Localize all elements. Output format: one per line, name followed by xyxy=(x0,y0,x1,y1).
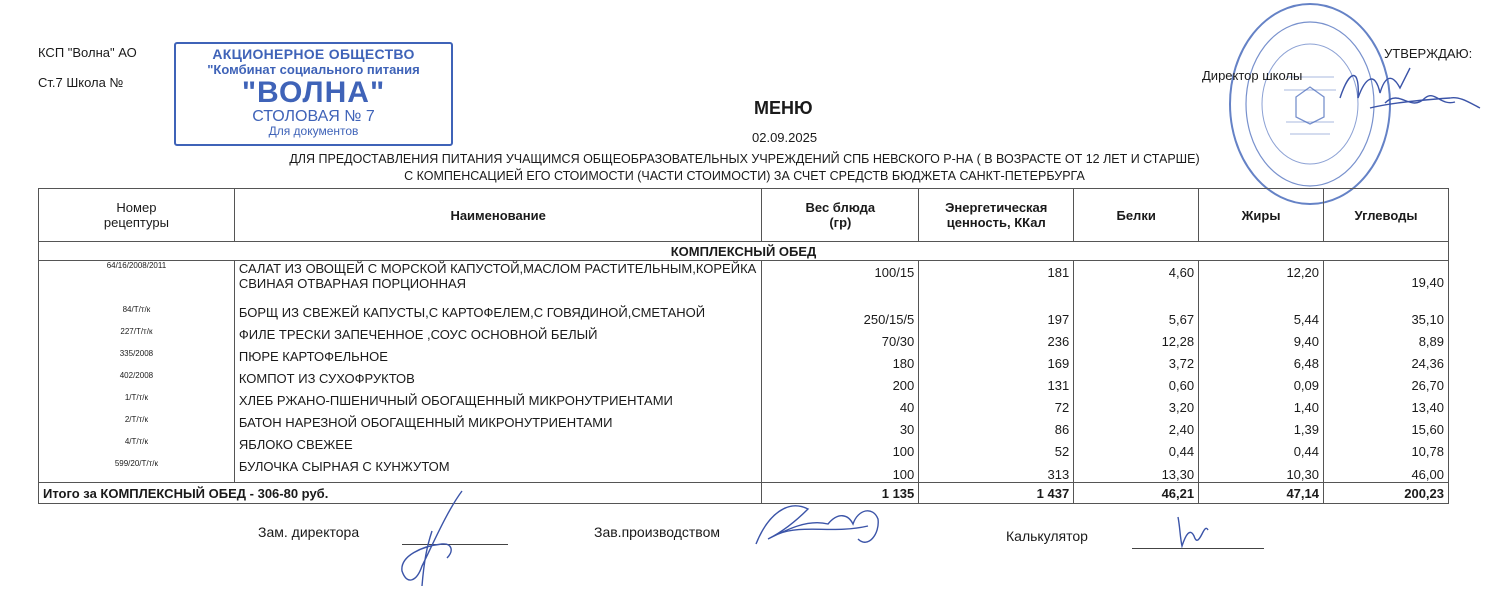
dish-weight: 250/15/5 xyxy=(762,305,919,327)
col-carbs-header: Углеводы xyxy=(1324,189,1449,242)
dish-carbs: 26,70 xyxy=(1324,371,1449,393)
recipe-number: 1/Т/т/к xyxy=(39,393,235,415)
dish-protein: 12,28 xyxy=(1074,327,1199,349)
total-label: Итого за КОМПЛЕКСНЫЙ ОБЕД - 306-80 руб. xyxy=(39,483,762,504)
dish-weight: 100 xyxy=(762,437,919,459)
dish-weight: 30 xyxy=(762,415,919,437)
dish-protein: 0,60 xyxy=(1074,371,1199,393)
dish-carbs: 24,36 xyxy=(1324,349,1449,371)
subtitle-line-1: ДЛЯ ПРЕДОСТАВЛЕНИЯ ПИТАНИЯ УЧАЩИМСЯ ОБЩЕОБРАЗОВАТЕЛЬНЫХ УЧРЕЖДЕНИЙ СПБ НЕВСКОГО Р-НА ( В ВОЗРАСТЕ ОТ 12 ЛЕТ И СТАРШЕ) xyxy=(289,152,1200,166)
dish-fat: 1,40 xyxy=(1199,393,1324,415)
dish-carbs: 8,89 xyxy=(1324,327,1449,349)
deputy-signature-icon xyxy=(392,486,482,596)
calculator-label: Калькулятор xyxy=(1006,528,1088,544)
col-recipe-header-line1: Номер xyxy=(116,200,157,215)
table-row xyxy=(39,459,1449,483)
col-recipe-header-line2: рецептуры xyxy=(103,215,169,230)
recipe-number: 402/2008 xyxy=(39,371,235,393)
total-carbs: 200,23 xyxy=(1324,483,1449,504)
dish-energy: 52 xyxy=(919,437,1074,459)
director-label: Директор школы xyxy=(1202,68,1303,83)
dish-protein: 5,67 xyxy=(1074,305,1199,327)
dish-fat: 12,20 xyxy=(1199,261,1324,305)
dish-name: КОМПОТ ИЗ СУХОФРУКТОВ xyxy=(234,371,762,393)
dish-fat: 5,44 xyxy=(1199,305,1324,327)
col-energy-header-line1: Энергетическая xyxy=(945,200,1048,215)
stamp-line-5: Для документов xyxy=(268,124,359,138)
dish-protein: 0,44 xyxy=(1074,437,1199,459)
table-row xyxy=(39,415,1449,437)
dish-name: ХЛЕБ РЖАНО-ПШЕНИЧНЫЙ ОБОГАЩЕННЫЙ МИКРОНУТРИЕНТАМИ xyxy=(234,393,762,415)
table-row xyxy=(39,393,1449,415)
dish-weight: 40 xyxy=(762,393,919,415)
dish-name: ЯБЛОКО СВЕЖЕЕ xyxy=(234,437,762,459)
total-weight: 1 135 xyxy=(762,483,919,504)
col-name-header: Наименование xyxy=(234,189,762,242)
total-fat: 47,14 xyxy=(1199,483,1324,504)
col-weight-header xyxy=(762,189,919,242)
dish-fat: 6,48 xyxy=(1199,349,1324,371)
dish-name: САЛАТ ИЗ ОВОЩЕЙ С МОРСКОЙ КАПУСТОЙ,МАСЛОМ РАСТИТЕЛЬНЫМ,КОРЕЙКА СВИНАЯ ОТВАРНАЯ ПОРЦИОННАЯ xyxy=(234,261,762,305)
approve-label: УТВЕРЖДАЮ: xyxy=(1384,46,1473,61)
dish-energy: 181 xyxy=(919,261,1074,305)
col-energy-header xyxy=(919,189,1074,242)
dish-weight: 200 xyxy=(762,371,919,393)
company-stamp xyxy=(174,42,453,146)
dish-fat: 9,40 xyxy=(1199,327,1324,349)
dish-energy: 313 xyxy=(919,459,1074,483)
menu-date: 02.09.2025 xyxy=(752,130,818,145)
stamp-line-4: СТОЛОВАЯ № 7 xyxy=(252,108,375,125)
recipe-number: 64/16/2008/2011 xyxy=(39,261,235,305)
dish-protein: 3,20 xyxy=(1074,393,1199,415)
stamp-line-3: "ВОЛНА" xyxy=(241,76,386,109)
dish-carbs: 15,60 xyxy=(1324,415,1449,437)
table-row xyxy=(39,371,1449,393)
dish-energy: 72 xyxy=(919,393,1074,415)
total-protein: 46,21 xyxy=(1074,483,1199,504)
page-title: МЕНЮ xyxy=(754,98,813,118)
subtitle-line-2: С КОМПЕНСАЦИЕЙ ЕГО СТОИМОСТИ (ЧАСТИ СТОИМОСТИ) ЗА СЧЕТ СРЕДСТВ БЮДЖЕТА САНКТ-ПЕТЕРБУРГА xyxy=(404,169,1085,183)
col-energy-header-line2: ценность, ККал xyxy=(946,215,1046,230)
col-weight-header-line1: Вес блюда xyxy=(805,200,876,215)
dish-carbs: 10,78 xyxy=(1324,437,1449,459)
recipe-number: 4/Т/т/к xyxy=(39,437,235,459)
dish-energy: 131 xyxy=(919,371,1074,393)
col-recipe-header xyxy=(39,189,235,242)
dish-energy: 86 xyxy=(919,415,1074,437)
dish-name: БУЛОЧКА СЫРНАЯ С КУНЖУТОМ xyxy=(234,459,762,483)
dish-carbs: 46,00 xyxy=(1324,459,1449,483)
total-row xyxy=(39,483,1449,504)
table-row xyxy=(39,327,1449,349)
table-header-row xyxy=(39,189,1449,242)
dish-energy: 197 xyxy=(919,305,1074,327)
org-school: Ст.7 Школа № xyxy=(38,75,124,90)
organization-block xyxy=(38,38,137,98)
table-row xyxy=(39,349,1449,371)
col-fat-header: Жиры xyxy=(1199,189,1324,242)
dish-fat: 1,39 xyxy=(1199,415,1324,437)
dish-weight: 100/15 xyxy=(762,261,919,305)
dish-carbs: 19,40 xyxy=(1324,261,1449,305)
col-weight-header-line2: (гр) xyxy=(829,215,852,230)
dish-fat: 0,44 xyxy=(1199,437,1324,459)
calculator-signature-icon xyxy=(1166,512,1226,552)
director-signature-icon xyxy=(1330,58,1489,120)
dish-energy: 169 xyxy=(919,349,1074,371)
stamp-line-2: "Комбинат социального питания xyxy=(207,62,420,77)
dish-protein: 2,40 xyxy=(1074,415,1199,437)
dish-carbs: 35,10 xyxy=(1324,305,1449,327)
dish-protein: 3,72 xyxy=(1074,349,1199,371)
dish-carbs: 13,40 xyxy=(1324,393,1449,415)
deputy-director-label: Зам. директора xyxy=(258,524,360,540)
dish-name: БОРЩ ИЗ СВЕЖЕЙ КАПУСТЫ,С КАРТОФЕЛЕМ,С ГОВЯДИНОЙ,СМЕТАНОЙ xyxy=(234,305,762,327)
recipe-number: 335/2008 xyxy=(39,349,235,371)
dish-name: ПЮРЕ КАРТОФЕЛЬНОЕ xyxy=(234,349,762,371)
dish-fat: 0,09 xyxy=(1199,371,1324,393)
dish-weight: 70/30 xyxy=(762,327,919,349)
table-row xyxy=(39,261,1449,305)
dish-name: БАТОН НАРЕЗНОЙ ОБОГАЩЕННЫЙ МИКРОНУТРИЕНТАМИ xyxy=(234,415,762,437)
production-signature-icon xyxy=(748,494,898,554)
dish-fat: 10,30 xyxy=(1199,459,1324,483)
stamp-line-1: АКЦИОНЕРНОЕ ОБЩЕСТВО xyxy=(212,46,415,62)
table-row xyxy=(39,305,1449,327)
col-protein-header: Белки xyxy=(1074,189,1199,242)
section-row xyxy=(39,242,1449,261)
dish-protein: 13,30 xyxy=(1074,459,1199,483)
recipe-number: 599/20/Т/т/к xyxy=(39,459,235,483)
production-manager-label: Зав.производством xyxy=(594,524,720,540)
menu-table xyxy=(38,188,1449,504)
dish-weight: 100 xyxy=(762,459,919,483)
recipe-number: 227/Т/т/к xyxy=(39,327,235,349)
dish-name: ФИЛЕ ТРЕСКИ ЗАПЕЧЕННОЕ ,СОУС ОСНОВНОЙ БЕЛЫЙ xyxy=(234,327,762,349)
recipe-number: 2/Т/т/к xyxy=(39,415,235,437)
dish-energy: 236 xyxy=(919,327,1074,349)
total-energy: 1 437 xyxy=(919,483,1074,504)
recipe-number: 84/Т/т/к xyxy=(39,305,235,327)
dish-weight: 180 xyxy=(762,349,919,371)
section-title: КОМПЛЕКСНЫЙ ОБЕД xyxy=(39,242,1449,261)
dish-protein: 4,60 xyxy=(1074,261,1199,305)
table-row xyxy=(39,437,1449,459)
org-name: КСП "Волна" АО xyxy=(38,45,137,60)
